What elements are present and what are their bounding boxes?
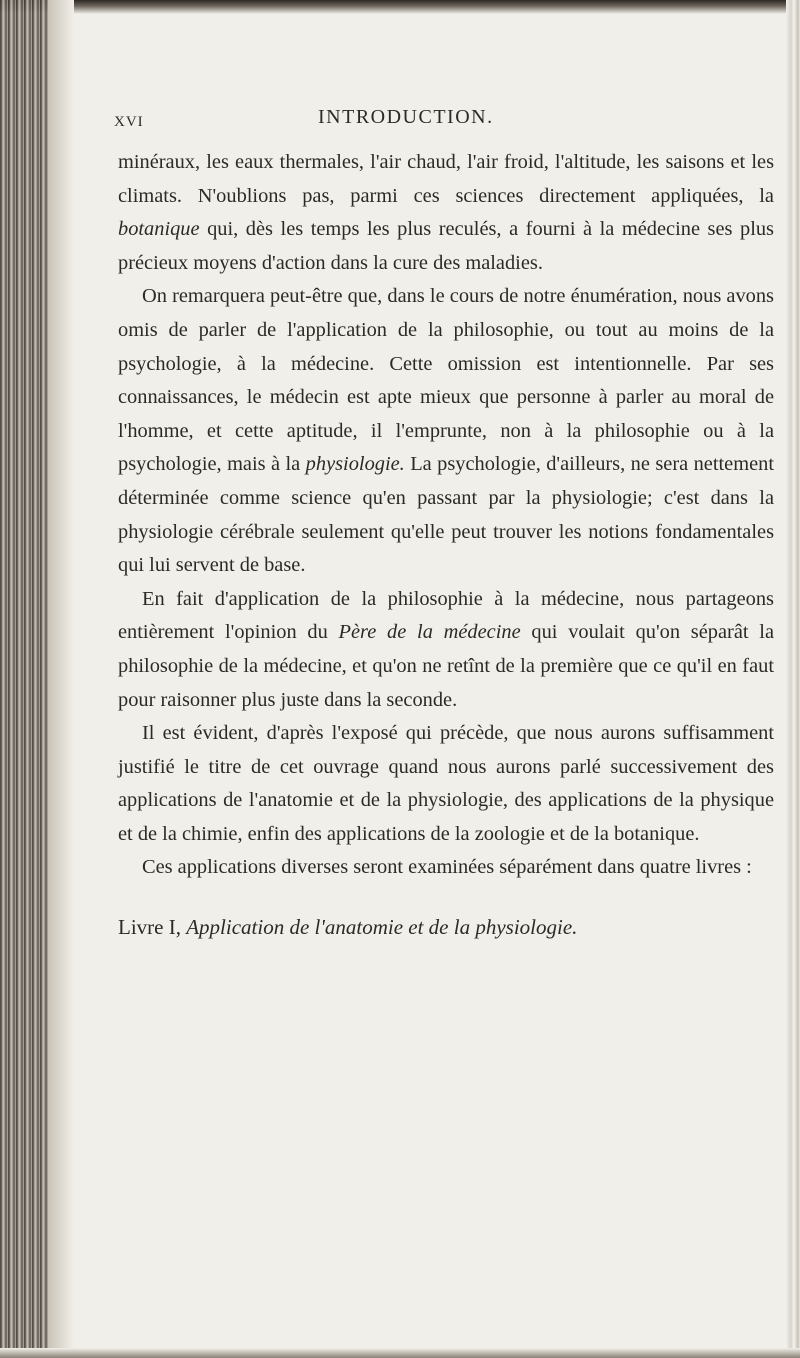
book-entry-label: Livre I, bbox=[118, 915, 187, 940]
gutter-shadow bbox=[48, 0, 74, 1358]
scan-bottom-edge bbox=[0, 1348, 800, 1358]
italic-text: botanique bbox=[118, 218, 200, 241]
text-segment: qui, dès les temps les plus reculés, a fourni à la médecine ses plus précieux moyens d'action dans la cure des maladies. bbox=[118, 218, 774, 274]
book-page bbox=[114, 106, 774, 945]
next-page-edge bbox=[786, 0, 800, 1358]
paragraph bbox=[118, 280, 774, 582]
text-segment: minéraux, les eaux thermales, l'air chaud, l'air froid, l'altitude, les saisons et les climats. N'oublions pas, parmi ces sciences directement appliquées, la bbox=[118, 151, 774, 207]
text-segment: On remarquera peut-être que, dans le cours de notre énumération, nous avons omis de parler de l'application de la philosophie, ou tout au moins de la psychologie, à la médecine. Cette omission est intentionnelle. Par ses connaissances, le médecin est apte mieux que personne à parler au moral de l'homme, et cette aptitude, il l'emprunte, non à la philosophie ou à la psychologie, mais à la bbox=[118, 285, 774, 476]
running-title: INTRODUCTION. bbox=[318, 106, 494, 128]
paragraph bbox=[118, 146, 774, 280]
text-segment: Ces applications diverses seront examinées séparément dans quatre livres : bbox=[142, 856, 752, 879]
book-gutter bbox=[0, 0, 48, 1358]
page-number: XVI bbox=[114, 114, 144, 130]
book-entry-title: Application de l'anatomie et de la physiologie. bbox=[186, 915, 578, 940]
paragraph bbox=[118, 717, 774, 851]
paragraph bbox=[118, 583, 774, 717]
text-segment: La psychologie, d'ailleurs, ne sera nettement déterminée comme science qu'en passant par la physiologie; c'est dans la physiologie cérébrale seulement qu'elle peut trouver les notions fondamentales qui lui servent de base. bbox=[118, 453, 774, 577]
italic-text: Père de la médecine bbox=[338, 621, 521, 644]
text-segment: Il est évident, d'après l'exposé qui précède, que nous aurons suffisamment justifié le titre de cet ouvrage quand nous aurons parlé successivement des applications de l'anatomie et de la physiologie, des applications de la physique et de la chimie, enfin des applications de la zoologie et de la botanique. bbox=[118, 722, 774, 845]
paragraph bbox=[118, 851, 774, 885]
scan-top-edge bbox=[0, 0, 800, 14]
text-segment: qui voulait qu'on séparât la philosophie de la médecine, et qu'on ne retînt de la première que ce qu'il en faut pour raisonner plus juste dans la seconde. bbox=[118, 621, 774, 711]
body-text bbox=[118, 146, 774, 885]
italic-text: physiologie. bbox=[305, 453, 405, 476]
text-segment: En fait d'application de la philosophie à la médecine, nous partageons entièrement l'opinion du bbox=[118, 587, 774, 644]
book-entry bbox=[118, 911, 774, 945]
section-spacer bbox=[118, 885, 774, 911]
page-header bbox=[114, 106, 774, 136]
